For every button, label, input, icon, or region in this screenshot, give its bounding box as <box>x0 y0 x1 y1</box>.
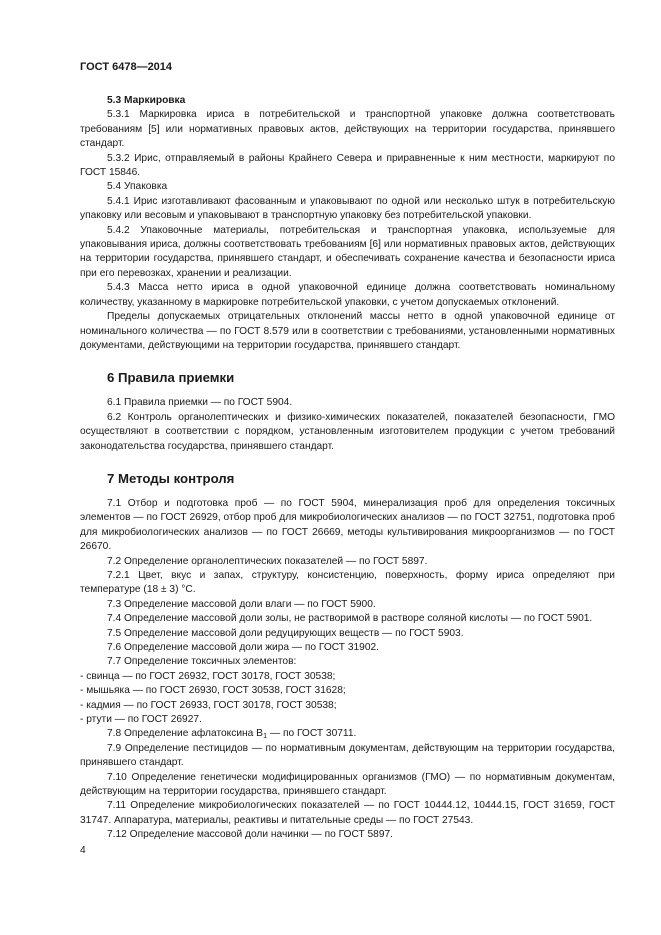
paragraph-7-2-1: 7.2.1 Цвет, вкус и запах, структуру, консистенцию, поверхность, форму ириса определяют при температуре (18 ± 3) °С. <box>80 569 615 596</box>
paragraph-7-7: 7.7 Определение токсичных элементов: <box>107 656 297 668</box>
subsection-heading-5-4: 5.4 Упаковка <box>107 181 168 193</box>
aflatoxin-text: 7.8 Определение афлатоксина В <box>107 728 263 740</box>
list-item-mercury: - ртути — по ГОСТ 26927. <box>80 714 202 726</box>
paragraph-7-1: 7.1 Отбор и подготовка проб — по ГОСТ 5904, минерализация проб для определения токсичных элементов — по ГОСТ 26929, отбор проб для микробиологических анализов — по ГОСТ 32751, подготовка проб для микробиологических анализов — по ГОСТ 26669, методы культивирования микроорганизмов — по ГОСТ 26670. <box>80 497 615 553</box>
list-item-cadmium: - кадмия — по ГОСТ 26933, ГОСТ 30178, ГОСТ 30538; <box>80 699 337 711</box>
paragraph-7-2: 7.2 Определение органолептических показателей — по ГОСТ 5897. <box>107 555 428 567</box>
paragraph-7-4: 7.4 Определение массовой доли золы, не растворимой в растворе соляной кислоты — по ГОСТ 5901. <box>107 613 593 625</box>
paragraph-7-6: 7.6 Определение массовой доли жира — по ГОСТ 31902. <box>107 642 380 653</box>
page-content <box>80 94 615 843</box>
paragraph-7-11: 7.11 Определение микробиологических показателей — по ГОСТ 10444.12, 10444.15, ГОСТ 31659, ГОСТ 31747. Аппаратура, материалы, реактивы и питательные среды — по ГОСТ 27543. <box>80 800 615 826</box>
paragraph-7-3: 7.3 Определение массовой доли влаги — по ГОСТ 5900. <box>107 598 376 610</box>
paragraph-5-3-1: 5.3.1 Маркировка ириса в потребительской и транспортной упаковке должна соответствовать требованиям [5] или нормативных правовых актов, действующих на территории государства, принявшего стандарт. <box>80 109 615 150</box>
paragraph-5-4-3: 5.4.3 Масса нетто ириса в одной упаковочной единице должна соответствовать номинальному количеству, указанному в маркировке потребительской упаковки, с учетом допускаемых отклонений. <box>80 282 615 308</box>
paragraph-5-3-2: 5.3.2 Ирис, отправляемый в районы Крайнего Севера и приравненные к ним местности, маркируют по ГОСТ 15846. <box>80 152 615 179</box>
paragraph-5-4-1: 5.4.1 Ирис изготавливают фасованным и упаковывают по одной или несколько штук в потребительскую упаковку или весовым и упаковывают в транспортную упаковку без потребительской упаковки. <box>80 195 615 222</box>
list-item-lead: - свинца — по ГОСТ 26932, ГОСТ 30178, ГОСТ 30538; <box>80 670 336 682</box>
paragraph-5-4-2: 5.4.2 Упаковочные материалы, потребительская и транспортная упаковка, используемые для упаковывания ириса, должны соответствовать требованиям [6] или нормативных правовых актов, действующих на территории государства, принявшего стандарт, и обеспечивать сохранение качества и безопасности ириса при его перевозках, хранении и реализации. <box>80 224 615 279</box>
paragraph-7-12: 7.12 Определение массовой доли начинки — по ГОСТ 5897. <box>107 829 394 841</box>
aflatoxin-subscript: 1 <box>262 731 268 741</box>
paragraph-6-2: 6.2 Контроль органолептических и физико-химических показателей, показателей безопасности, ГМО осуществляют в соответствии с порядком, установленным изготовителем продукции с учетом требований законодательства государства, принявшего стандарт. <box>80 411 615 452</box>
paragraph-7-8 <box>80 727 615 741</box>
paragraph-7-5: 7.5 Определение массовой доли редуцирующих веществ — по ГОСТ 5903. <box>107 627 464 639</box>
paragraph-5-4-3-limits: Пределы допускаемых отрицательных отклонений массы нетто в одной упаковочной единице от номинального количества — по ГОСТ 8.579 или в соответствии с требованиями, установленными нормативных документами, действующими на территории государства, принявшего стандарт. <box>80 311 615 351</box>
standard-header: ГОСТ 6478—2014 <box>80 61 173 73</box>
section-heading-7: 7 Методы контроля <box>107 470 235 486</box>
paragraph-7-9: 7.9 Определение пестицидов — по нормативным документам, действующим на территории государства, принявшего стандарт. <box>80 742 615 769</box>
paragraph-6-1: 6.1 Правила приемки — по ГОСТ 5904. <box>107 397 293 409</box>
paragraph-7-10: 7.10 Определение генетически модифицированных организмов (ГМО) — по нормативным документам, действующим на территории государства, принявшего стандарт. <box>80 771 615 798</box>
section-heading-6: 6 Правила приемки <box>107 370 235 386</box>
page-number: 4 <box>80 845 86 856</box>
list-item-arsenic: - мышьяка — по ГОСТ 26930, ГОСТ 30538, ГОСТ 31628; <box>80 685 346 697</box>
aflatoxin-ref: — по ГОСТ 30711. <box>267 728 357 740</box>
subsection-heading-5-3: 5.3 Маркировка <box>107 95 186 106</box>
